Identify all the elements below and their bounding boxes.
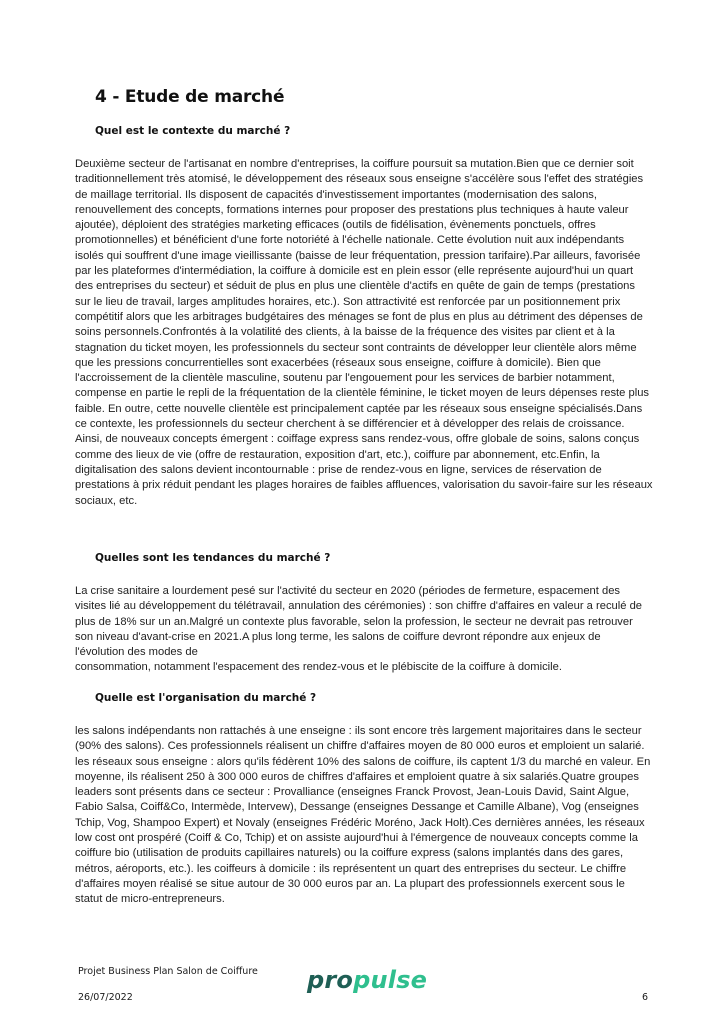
page-heading: 4 - Etude de marché [95,87,285,107]
section-body-contexte: Deuxième secteur de l'artisanat en nombre d'entreprises, la coiffure poursuit sa mutation.Bien que ce dernier soit traditionnellement très atomisé, le développement des réseaux sous enseigne s'accélère sous l'effet des stratégies de maillage territorial. Ils disposent de capacités d'investissement importantes (modernisation des salons, renouvellement des concepts, formations internes pour proposer des prestations plus techniques à haute valeur ajoutée), déploient des stratégies marketing efficaces (outils de fidélisation, évènements ponctuels, offres promotionnelles) et bénéficient d'une forte notoriété à l'échelle nationale. Cette évolution nuit aux indépendants isolés qui souffrent d'une image vieillissante (baisse de leur fréquentation, pression tarifaire).Par ailleurs, favorisée par les plateformes d'intermédiation, la coiffure à domicile est en plein essor (elle représente aujourd'hui un quart des entreprises du secteur) et séduit de plus en plus une clientèle d'actifs en quête de gain de temps (prestations sur le lieu de travail, larges amplitudes horaires, etc.). Son attractivité est renforcée par un positionnement prix compétitif alors que les arbitrages budgétaires des ménages se font de plus en plus au détriment des dépenses de soins personnels.Confrontés à la volatilité des clients, à la baisse de la fréquence des visites par client et à la stagnation du ticket moyen, les professionnels du secteur sont contraints de développer leur clientèle alors même que les pressions concurrentielles sont exacerbées (réseaux sous enseigne, coiffure à domicile). Bien que l'accroissement de la clientèle masculine, soutenu par l'engouement pour les services de barbier notamment, compense en partie le repli de la fréquentation de la clientèle féminine, le ticket moyen de leurs dépenses reste plus faible. En outre, cette nouvelle clientèle est principalement captée par les réseaux sous enseigne spécialisés.Dans ce contexte, les professionnels du secteur cherchent à se différencier et à développer des relais de croissance. Ainsi, de nouveaux concepts émergent : coiffage express sans rendez-vous, offre globale de soins, salons conçus comme des lieux de vie (offre de restauration, exposition d'art, etc.), coiffure par abonnement, etc.Enfin, la digitalisation des salons devient incontournable : prise de rendez-vous en ligne, services de réservation de prestations à prix réduit pendant les plages horaires de faibles affluences, valorisation du savoir-faire sur les réseaux sociaux, etc. [75,158,653,507]
page-number: 6 [641,992,648,1003]
section-title-contexte: Quel est le contexte du marché ? [95,125,291,137]
section-body-organisation: les salons indépendants non rattachés à une enseigne : ils sont encore très largement majoritaires dans le secteur (90% des salons). Ces professionnels réalisent un chiffre d'affaires moyen de 80 000 euros et emploient un salarié. les réseaux sous enseigne : alors qu'ils fédèrent 10% des salons de coiffure, ils captent 1/3 du marché en valeur. En moyenne, ils réalisent 250 à 300 000 euros de chiffres d'affaires et emploient quatre à six salariés.Quatre groupes leaders sont présents dans ce secteur : Provalliance (enseignes Franck Provost, Jean-Louis David, Saint Algue, Fabio Salsa, Coiff&Co, Intermède, Intervew), Dessange (enseignes Dessange et Camille Albane), Vog (enseignes Tchip, Vog, Shampoo Expert) et Novaly (enseignes Frédéric Moréno, Jack Holt).Ces dernières années, les réseaux low cost ont prospéré (Coiff & Co, Tchip) et on assiste aujourd'hui à l'émergence de nouveaux concepts comme la coiffure bio (utilisation de produits capillaires naturels) ou la coiffure express (salons implantés dans des gares, métros, aéroports, etc.). les coiffeurs à domicile : ils représentent un quart des entreprises du secteur. Le chiffre d'affaires moyen réalisé se situe autour de 30 000 euros par an. La plupart des professionnels exercent sous le statut de micro-entrepreneurs. [75,725,651,906]
logo-text-pulse: pulse [353,966,428,994]
footer-document-title: Projet Business Plan Salon de Coiffure [78,966,258,977]
propulse-logo [307,966,427,994]
section-body-tendances: La crise sanitaire a lourdement pesé sur l'activité du secteur en 2020 (périodes de fermeture, espacement des visites lié au développement du télétravail, annulation des cérémonies) : son chiffre d'affaires en valeur a reculé de plus de 18% sur un an.Malgré un contexte plus favorable, selon la profession, le secteur ne devrait pas retrouver son niveau d'avant-crise en 2021.A plus long terme, les salons de coiffure devront répondre aux enjeux de l'évolution des modes de consommation, notamment l'espacement des rendez-vous et le plébiscite de la coiffure à domicile. [75,585,643,674]
footer-date: 26/07/2022 [78,992,133,1003]
section-title-organisation: Quelle est l'organisation du marché ? [95,692,317,704]
section-title-tendances: Quelles sont les tendances du marché ? [95,552,331,564]
logo-text-pro: pro [307,966,354,994]
